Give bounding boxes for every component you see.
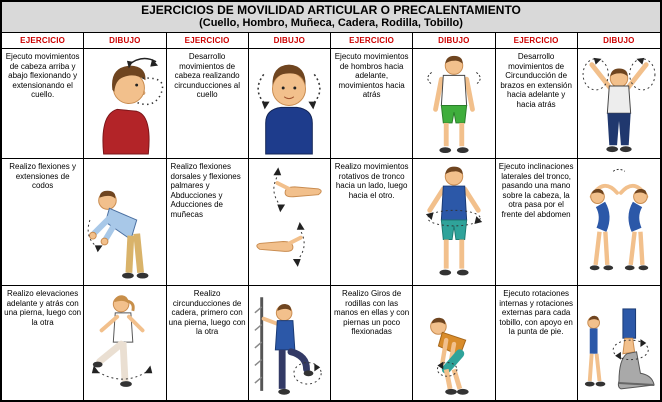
column-header-ejercicio: EJERCICIO xyxy=(167,33,249,49)
exercise-cell: Desarrollo movimientos de Circunducción de brazos en extensión hacia adelante y hacia atrás xyxy=(496,49,578,159)
column-header-ejercicio: EJERCICIO xyxy=(331,33,413,49)
hip-circumduction-figure xyxy=(250,291,328,399)
column-header-ejercicio: EJERCICIO xyxy=(2,33,84,49)
lateral-inclination-figures xyxy=(580,163,658,281)
column-header-dibujo: DIBUJO xyxy=(84,33,166,49)
column-header-dibujo: DIBUJO xyxy=(249,33,331,49)
column-header-dibujo: DIBUJO xyxy=(413,33,495,49)
drawing-cell xyxy=(413,49,495,159)
drawing-cell xyxy=(84,49,166,159)
head-flexion-extension-figure xyxy=(86,53,164,155)
exercise-cell: Realizo Giros de rodillas con las manos en ellas y con piernas un poco flexionadas xyxy=(331,286,413,402)
drawing-cell xyxy=(413,286,495,402)
elbow-flexion-figure xyxy=(86,163,164,281)
drawing-cell xyxy=(249,286,331,402)
wrist-flexion-hands xyxy=(250,163,328,281)
exercise-cell: Realizo circunducciones de cadera, primero con una pierna, luego con la otra xyxy=(167,286,249,402)
title-band xyxy=(2,2,660,33)
drawing-cell xyxy=(84,286,166,402)
drawing-cell xyxy=(249,49,331,159)
exercise-cell: Realizo elevaciones adelante y atrás con una pierna, luego con la otra xyxy=(2,286,84,402)
neck-circumduction-figure xyxy=(250,53,328,155)
shoulder-movement-figure xyxy=(420,53,488,155)
exercise-cell: Realizo flexiones y extensiones de codos xyxy=(2,159,84,286)
drawing-cell xyxy=(413,159,495,286)
arm-circumduction-figure xyxy=(580,53,658,155)
trunk-rotation-figure xyxy=(420,163,488,281)
column-header-dibujo: DIBUJO xyxy=(578,33,660,49)
knee-rotation-figure xyxy=(415,291,493,399)
drawing-cell xyxy=(578,286,660,402)
drawing-cell xyxy=(249,159,331,286)
leg-elevation-figure xyxy=(86,291,164,399)
exercise-cell: Desarrollo movimientos de cabeza realizando circunducciones al cuello xyxy=(167,49,249,159)
drawing-cell xyxy=(578,159,660,286)
exercise-cell: Realizo movimientos rotativos de tronco hacia un lado, luego hacia el otro. xyxy=(331,159,413,286)
ankle-rotation-figure xyxy=(580,291,658,399)
exercise-cell: Ejecuto movimientos de cabeza arriba y abajo flexionando y extensionando el cuello. xyxy=(2,49,84,159)
exercise-cell: Ejecuto inclinaciones laterales del tronco, pasando una mano sobre la cabeza, la otra pasa por el frente del abdomen xyxy=(496,159,578,286)
exercise-cell: Ejecuto movimientos de hombros hacia adelante, movimientos hacia atrás xyxy=(331,49,413,159)
table-grid xyxy=(2,33,660,402)
page-title: EJERCICIOS DE MOVILIDAD ARTICULAR O PRECALENTAMIENTO xyxy=(141,3,521,17)
drawing-cell xyxy=(578,49,660,159)
column-header-ejercicio: EJERCICIO xyxy=(496,33,578,49)
drawing-cell xyxy=(84,159,166,286)
exercise-cell: Realizo flexiones dorsales y flexiones palmares y Abducciones y Aducciones de muñecas xyxy=(167,159,249,286)
page-subtitle: (Cuello, Hombro, Muñeca, Cadera, Rodilla, Tobillo) xyxy=(199,17,463,29)
exercise-cell: Ejecuto rotaciones internas y rotaciones externas para cada tobillo, con apoyo en la punta de pie. xyxy=(496,286,578,402)
